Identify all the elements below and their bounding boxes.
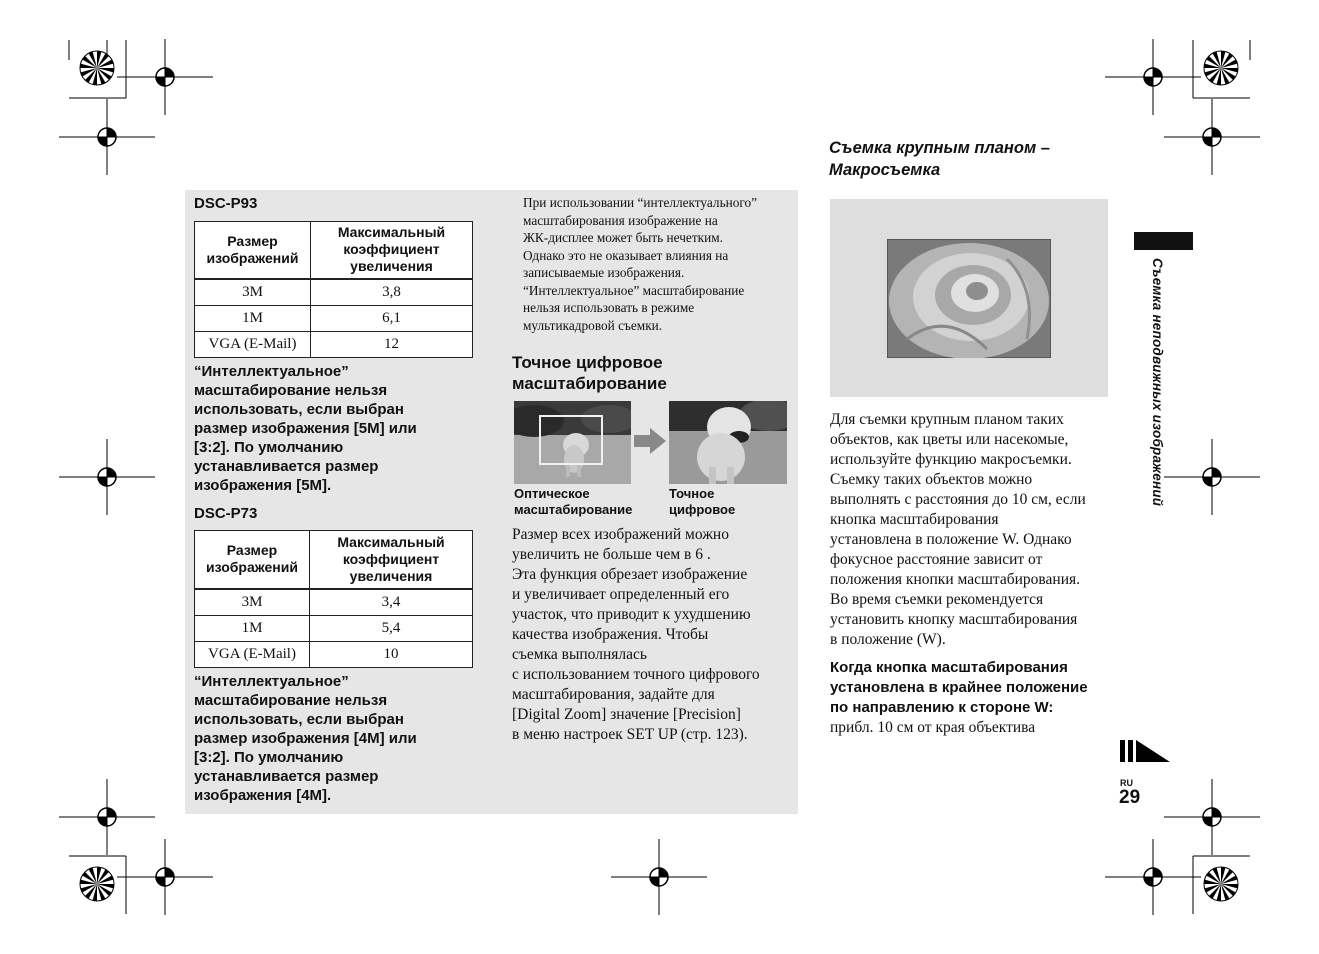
table-row: 1M 5,4: [195, 615, 473, 641]
table-row: 3M 3,8: [195, 279, 473, 306]
page-language: RU: [1120, 778, 1133, 788]
zoom-table-p93: [194, 221, 473, 358]
section-tab-marker: [1134, 232, 1193, 250]
table-row: VGA (E-Mail) 12: [195, 331, 473, 357]
table-header-size: Размер изображений: [195, 531, 310, 589]
intelligent-zoom-note: При использовании “интеллектуального” масштабирования изображение на ЖК-дисплее может быть нечетким. Однако это не оказывает влияния на записываемые изображения. “Интеллектуальное” масштабирование нельзя использовать в режиме мультикадровой съемки.: [523, 195, 758, 333]
dog-photo-optical: [514, 401, 631, 484]
note-p73: “Интеллектуальное” масштабирование нельзя использовать, если выбран размер изображения [4M] или [3:2]. По умолчанию устанавливается размер изображения [4M].: [194, 673, 417, 804]
caption-optical-zoom: Оптическое масштабирование: [514, 486, 633, 517]
side-section-title: Съемка неподвижных изображений: [1150, 258, 1165, 507]
rose-photo: [887, 239, 1051, 358]
page-number: 29: [1119, 787, 1141, 808]
section-heading-precision-zoom: Точное цифровое масштабирование: [512, 353, 667, 393]
macro-body: Для съемки крупным планом таких объектов, как цветы или насекомые, используйте функцию макросъемки. Съемку таких объектов можно выполнять с расстояния до 10 см, если кнопка масштабирования установлена в положение W. Однако фокусное расстояние зависит от положения кнопки масштабирования. Во время съемки рекомендуется установить кнопку масштабирования в положение (W).: [830, 411, 1086, 648]
table-header-zoom: Максимальный коэффициент увеличения: [310, 531, 473, 589]
model-title-p93: DSC-P93: [194, 195, 258, 212]
table-row: 1M 6,1: [195, 305, 473, 331]
caption-precision-zoom: Точное цифровое: [669, 486, 736, 517]
macro-distance: прибл. 10 см от края объектива: [830, 719, 1036, 736]
table-row: 3M 3,4: [195, 589, 473, 616]
precision-zoom-body: Размер всех изображений можно увеличить не больше чем в 6 . Эта функция обрезает изображение и увеличивает определенный его участок, что приводит к ухудшению качества изображения. Чтобы съемка выполнялась с использованием точного цифрового масштабирования, задайте для [Digital Zoom] значение [Precision] в меню настроек SET UP (стр. 123).: [512, 526, 760, 743]
continued-icon: [1120, 740, 1172, 762]
table-header-zoom: Максимальный коэффициент увеличения: [311, 222, 473, 279]
table-row: VGA (E-Mail) 10: [195, 641, 473, 667]
zoom-table-p73: [194, 530, 473, 668]
note-p93: “Интеллектуальное” масштабирование нельзя использовать, если выбран размер изображения [5M] или [3:2]. По умолчанию устанавливается размер изображения [5M].: [194, 363, 417, 494]
arrow-right-icon: [634, 428, 666, 454]
dog-photo-precision: [669, 401, 787, 484]
macro-subheading: Когда кнопка масштабирования установлена в крайнее положение по направлению к стороне W:: [830, 659, 1088, 716]
section-heading-macro: Съемка крупным планом – Макросъемка: [829, 139, 1050, 179]
model-title-p73: DSC-P73: [194, 505, 258, 522]
table-header-size: Размер изображений: [195, 222, 311, 279]
